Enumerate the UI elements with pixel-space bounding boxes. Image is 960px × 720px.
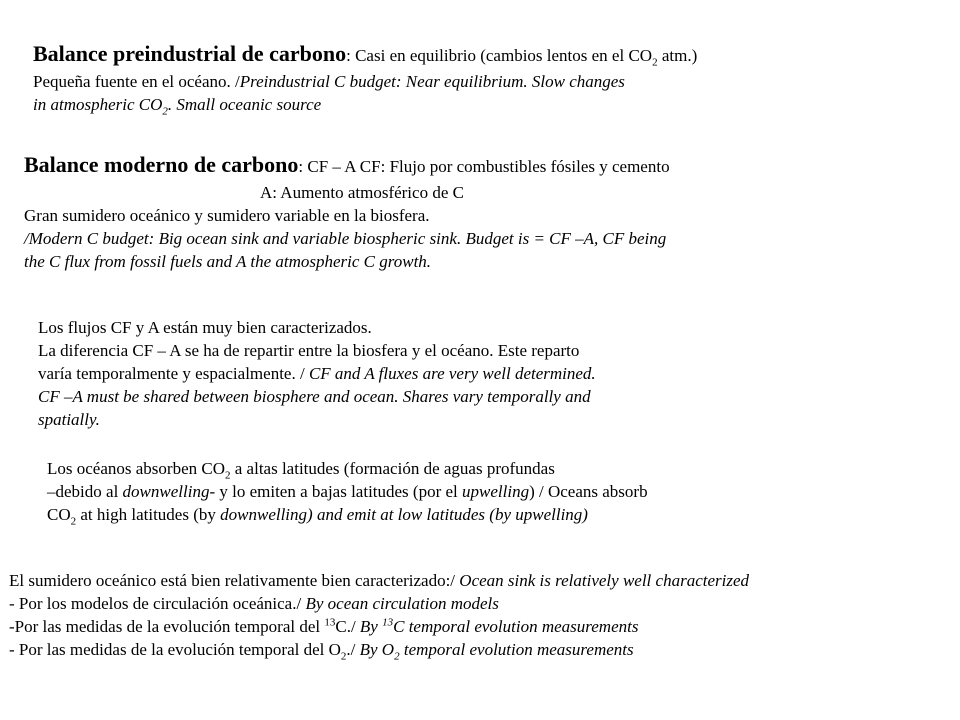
- ocean-sink-line-1: El sumidero oceánico está bien relativamente bien caracterizado:/ Ocean sink is relatively well characterized: [9, 571, 750, 590]
- oceans-section: [47, 457, 648, 526]
- ocean-sink-line-2: - Por los modelos de circulación oceánica./ By ocean circulation models: [9, 594, 499, 613]
- oceans-line-3: $CO_2$ at high latitudes (by downwelling) and emit at low latitudes (by upwelling): [47, 505, 588, 528]
- oceans-line-1: Los océanos absorben $CO_2$ a altas latitudes (formación de aguas profundas: [47, 459, 555, 482]
- preindustrial-line-1: Balance preindustrial de carbono: Casi en equilibrio (cambios lentos en el $CO_2$ atm.): [33, 41, 698, 69]
- fluxes-line-1: Los flujos CF y A están muy bien caracterizados.: [38, 318, 372, 337]
- modern-line-1: Balance moderno de carbono: CF – A CF: Flujo por combustibles fósiles y cemento: [24, 152, 670, 177]
- modern-line-5: the C flux from fossil fuels and A the atmospheric C growth.: [24, 252, 432, 271]
- fluxes-line-2: La diferencia CF – A se ha de repartir entre la biosfera y el océano. Este reparto: [38, 341, 580, 360]
- modern-line-4: /Modern C budget: Big ocean sink and variable biospheric sink. Budget is = CF –A, CF being: [24, 229, 667, 248]
- preindustrial-line-2: Pequeña fuente en el océano. /Preindustrial C budget: Near equilibrium. Slow changes: [33, 72, 625, 91]
- preindustrial-heading: Balance preindustrial de carbono: [33, 41, 347, 66]
- preindustrial-line-3: in atmospheric $CO_2$. Small oceanic source: [33, 95, 322, 118]
- fluxes-section: [38, 316, 596, 431]
- ocean-sink-section: [9, 569, 749, 661]
- modern-line-2: A: Aumento atmosférico de C: [260, 183, 464, 202]
- modern-heading: Balance moderno de carbono: [24, 152, 299, 177]
- fluxes-line-5: spatially.: [38, 410, 100, 429]
- modern-section: [24, 151, 670, 273]
- preindustrial-section: [33, 40, 697, 116]
- oceans-line-2: –debido al downwelling- y lo emiten a bajas latitudes (por el upwelling) / Oceans absorb: [47, 482, 648, 501]
- ocean-sink-line-4: - Por las medidas de la evolución temporal del $O_2./$ By $O_2$ temporal evolution measurements: [9, 640, 634, 663]
- modern-line-3: Gran sumidero oceánico y sumidero variable en la biosfera.: [24, 206, 430, 225]
- fluxes-line-4: CF –A must be shared between biosphere and ocean. Shares vary temporally and: [38, 387, 591, 406]
- fluxes-line-3: varía temporalmente y espacialmente. / CF and A fluxes are very well determined.: [38, 364, 596, 383]
- ocean-sink-line-3: -Por las medidas de la evolución temporal del $^{13}$C./ By $^{13}$C temporal evolution measurements: [9, 616, 639, 636]
